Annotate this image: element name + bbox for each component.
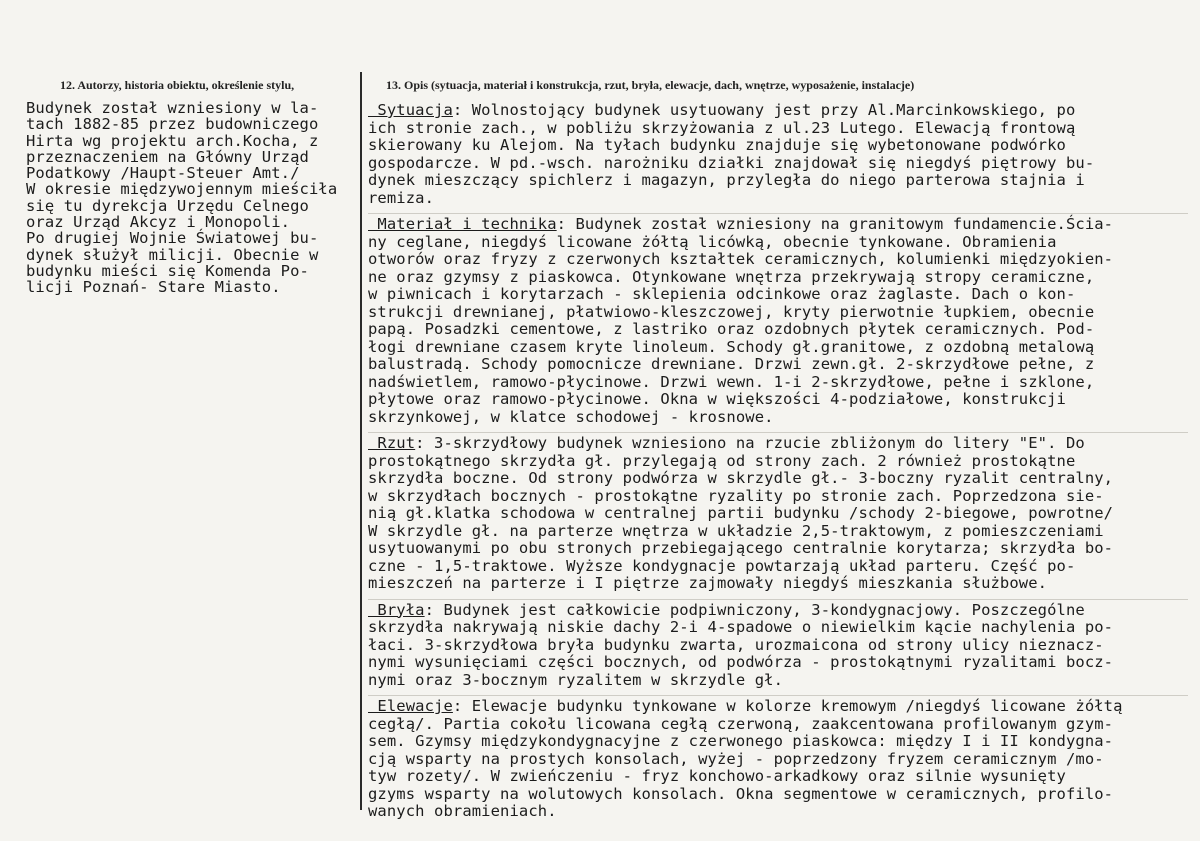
history-line: Budynek został wzniesiony w la- <box>26 99 319 117</box>
history-line: W okresie międzywojennym mieściła <box>26 180 338 199</box>
section-line: balustradą. Schody pomocnicze drewniane. Drzwi zewn.gł. 2-skrzydłowe pełne, z <box>368 355 1095 373</box>
section-line: łaci. 3-skrzydłowa bryła budynku zwarta, urozmaicona od strony ulicy nieznacz- <box>368 635 1104 654</box>
section-rzut <box>368 432 1188 593</box>
section-line: prostokątnego skrzydła gł. przylegają od strony zach. 2 również prostokątne <box>368 451 1076 470</box>
section-line: nadświetlem, ramowo-płycinowe. Drzwi wewn. 1-i 2-skrzydłowe, pełne i szklone, <box>368 372 1095 391</box>
history-line: licji Poznań- Stare Miasto. <box>26 278 281 297</box>
section-line: nią gł.klatka schodowa w centralnej partii budynku /schody 2-biegowe, powrotne/ <box>368 504 1114 522</box>
section-first-line <box>368 602 1188 620</box>
section-line: gzyms wsparty na wolutowych konsolach. Okna segmentowe w ceramicznych, profilo- <box>368 784 1114 803</box>
section-line: ny ceglane, niegdyś licowane żółtą licówką, obecnie tynkowane. Obramienia <box>368 232 1057 251</box>
section-line: W skrzydle gł. na parterze wnętrza w układzie 2,5-traktowym, z pomieszczeniami <box>368 521 1104 540</box>
section-line: skierowany ku Alejom. Na tyłach budynku znajduje się wybetonowane podwórko <box>368 136 1066 154</box>
section-line: strukcji drewnianej, płatwiowo-kleszczowej, kryty pierwotnie łupkiem, obecnie <box>368 302 1095 321</box>
section-line: cją wsparty na prostych konsolach, wyżej - poprzedzony fryzem ceramicznym /mo- <box>368 749 1104 768</box>
section-line: mieszczeń na parterze i I piętrze zajmowały niegdyś mieszkania służbowe. <box>368 574 1048 592</box>
section-line: cegłą/. Partia cokołu licowana cegłą czerwoną, zaakcentowana profilowanym gzym- <box>368 714 1114 733</box>
section-line: gospodarcze. W pd.-wsch. narożniku działki znajdował się niegdyś piętrowy bu- <box>368 153 1095 172</box>
history-line: się tu dyrekcja Urzędu Celnego <box>26 196 309 215</box>
history-line: dynek służył milicji. Obecnie w <box>26 245 319 264</box>
history-line: budynku mieści się Komenda Po- <box>26 261 309 280</box>
section-line: nymi oraz 3-bocznym ryzalitem w skrzydle gł. <box>368 670 783 689</box>
section-sytuacja <box>368 100 1188 207</box>
section-heading: Rzut <box>368 434 416 452</box>
section-line: skrzydła boczne. Od strony podwórza w skrzydle gł.- 3-boczny ryzalit centralny, <box>368 469 1114 487</box>
section-first-line-text: : Elewacje budynku tynkowane w kolorze kremowym /niegdyś licowane żółtą <box>452 697 1123 715</box>
description-text <box>368 100 1188 827</box>
section-line: ne oraz gzymsy z piaskowca. Otynkowane wnętrza przekrywają stropy ceramiczne, <box>368 267 1095 286</box>
section-line: w skrzydłach bocznych - prostokątne ryzality po stronie zach. Poprzedzona sie- <box>368 486 1104 505</box>
history-line: Hirta wg projektu arch.Kocha, z <box>26 131 319 150</box>
history-line: Po drugiej Wojnie Światowej bu- <box>26 229 319 248</box>
history-line: Podatkowy /Haupt-Steuer Amt./ <box>26 164 300 183</box>
section-elewacje <box>368 695 1188 821</box>
section-line: skrzydła nakrywają niskie dachy 2-i 4-spadowe o niewielkim kącie nachylenia po- <box>368 618 1114 636</box>
section-line: ich stronie zach., w pobliżu skrzyżowania z ul.23 Lutego. Elewacją frontową <box>368 118 1076 137</box>
section-line: remiza. <box>368 188 435 207</box>
section-heading: Elewacje <box>368 697 453 715</box>
section-line: w piwnicach i korytarzach - sklepienia odcinkowe oraz żaglaste. Dach o kon- <box>368 285 1076 303</box>
section-line: sem. Gzymsy międzykondygnacyjne z czerwonego piaskowca: między I i II kondygna- <box>368 732 1114 750</box>
section-first-line <box>368 698 1188 716</box>
section-line: skrzynkowej, w klatce schodowej - krosnowe. <box>368 407 774 426</box>
left-column-header: 12. Autorzy, historia obiektu, określenie stylu, <box>60 78 295 92</box>
section-first-line-text: : Budynek został wzniesiony na granitowym fundamencie.Ścia- <box>556 215 1114 233</box>
section-bry-a <box>368 599 1188 690</box>
section-first-line-text: : Budynek jest całkowicie podpiwniczony, 3-kondygnacjowy. Poszczególne <box>424 600 1085 619</box>
section-line: tyw rozety/. W zwieńczeniu - fryz konchowo-arkadkowy oraz silnie wysunięty <box>368 767 1066 785</box>
right-column-header: 13. Opis (sytuacja, materiał i konstrukcja, rzut, bryła, elewacje, dach, wnętrze, wyposażenie, instalacje) <box>386 78 915 92</box>
section-heading: Bryła <box>368 600 425 619</box>
section-line: papą. Posadzki cementowe, z lastriko oraz ozdobnych płytek ceramicznych. Pod- <box>368 320 1095 338</box>
section-materia-i-technika <box>368 213 1188 426</box>
section-first-line-text: : Wolnostojący budynek usytuowany jest przy Al.Marcinkowskiego, po <box>452 101 1076 119</box>
section-line: czne - 1,5-traktowe. Wyższe kondygnacje powtarzają układ parteru. Część po- <box>368 556 1076 575</box>
section-heading: Materiał i technika <box>368 215 557 233</box>
section-heading: Sytuacja <box>368 101 453 119</box>
column-divider <box>360 72 362 810</box>
section-line: dynek mieszczący spichlerz i magazyn, przyległa do niego parterowa stajnia i <box>368 171 1085 189</box>
section-line: wanych obramieniach. <box>368 802 557 820</box>
history-text <box>26 100 356 296</box>
history-line: przeznaczeniem na Główny Urząd <box>26 147 309 166</box>
section-line: płytowe oraz ramowo-płycinowe. Okna w większości 4-podziałowe, konstrukcji <box>368 390 1066 408</box>
section-first-line <box>368 216 1188 234</box>
section-first-line <box>368 435 1188 453</box>
section-first-line-text: : 3-skrzydłowy budynek wzniesiono na rzucie zbliżonym do litery "E". Do <box>415 434 1085 452</box>
section-line: usytuowanymi po obu stronych przebiegającego centralnie korytarza; skrzydła bo- <box>368 539 1114 557</box>
section-first-line <box>368 102 1188 120</box>
history-line: oraz Urząd Akcyz i Monopoli. <box>26 213 291 232</box>
history-line: tach 1882-85 przez budowniczego <box>26 115 319 134</box>
section-line: łogi drewniane czasem kryte linoleum. Schody gł.granitowe, z ozdobną metalową <box>368 337 1095 356</box>
section-line: otworów oraz fryzy z czerwonych kształtek ceramicznych, kolumienki międzyokien- <box>368 250 1114 268</box>
section-line: nymi wysunięciami części bocznych, od podwórza - prostokątnymi ryzalitami bocz- <box>368 653 1114 671</box>
